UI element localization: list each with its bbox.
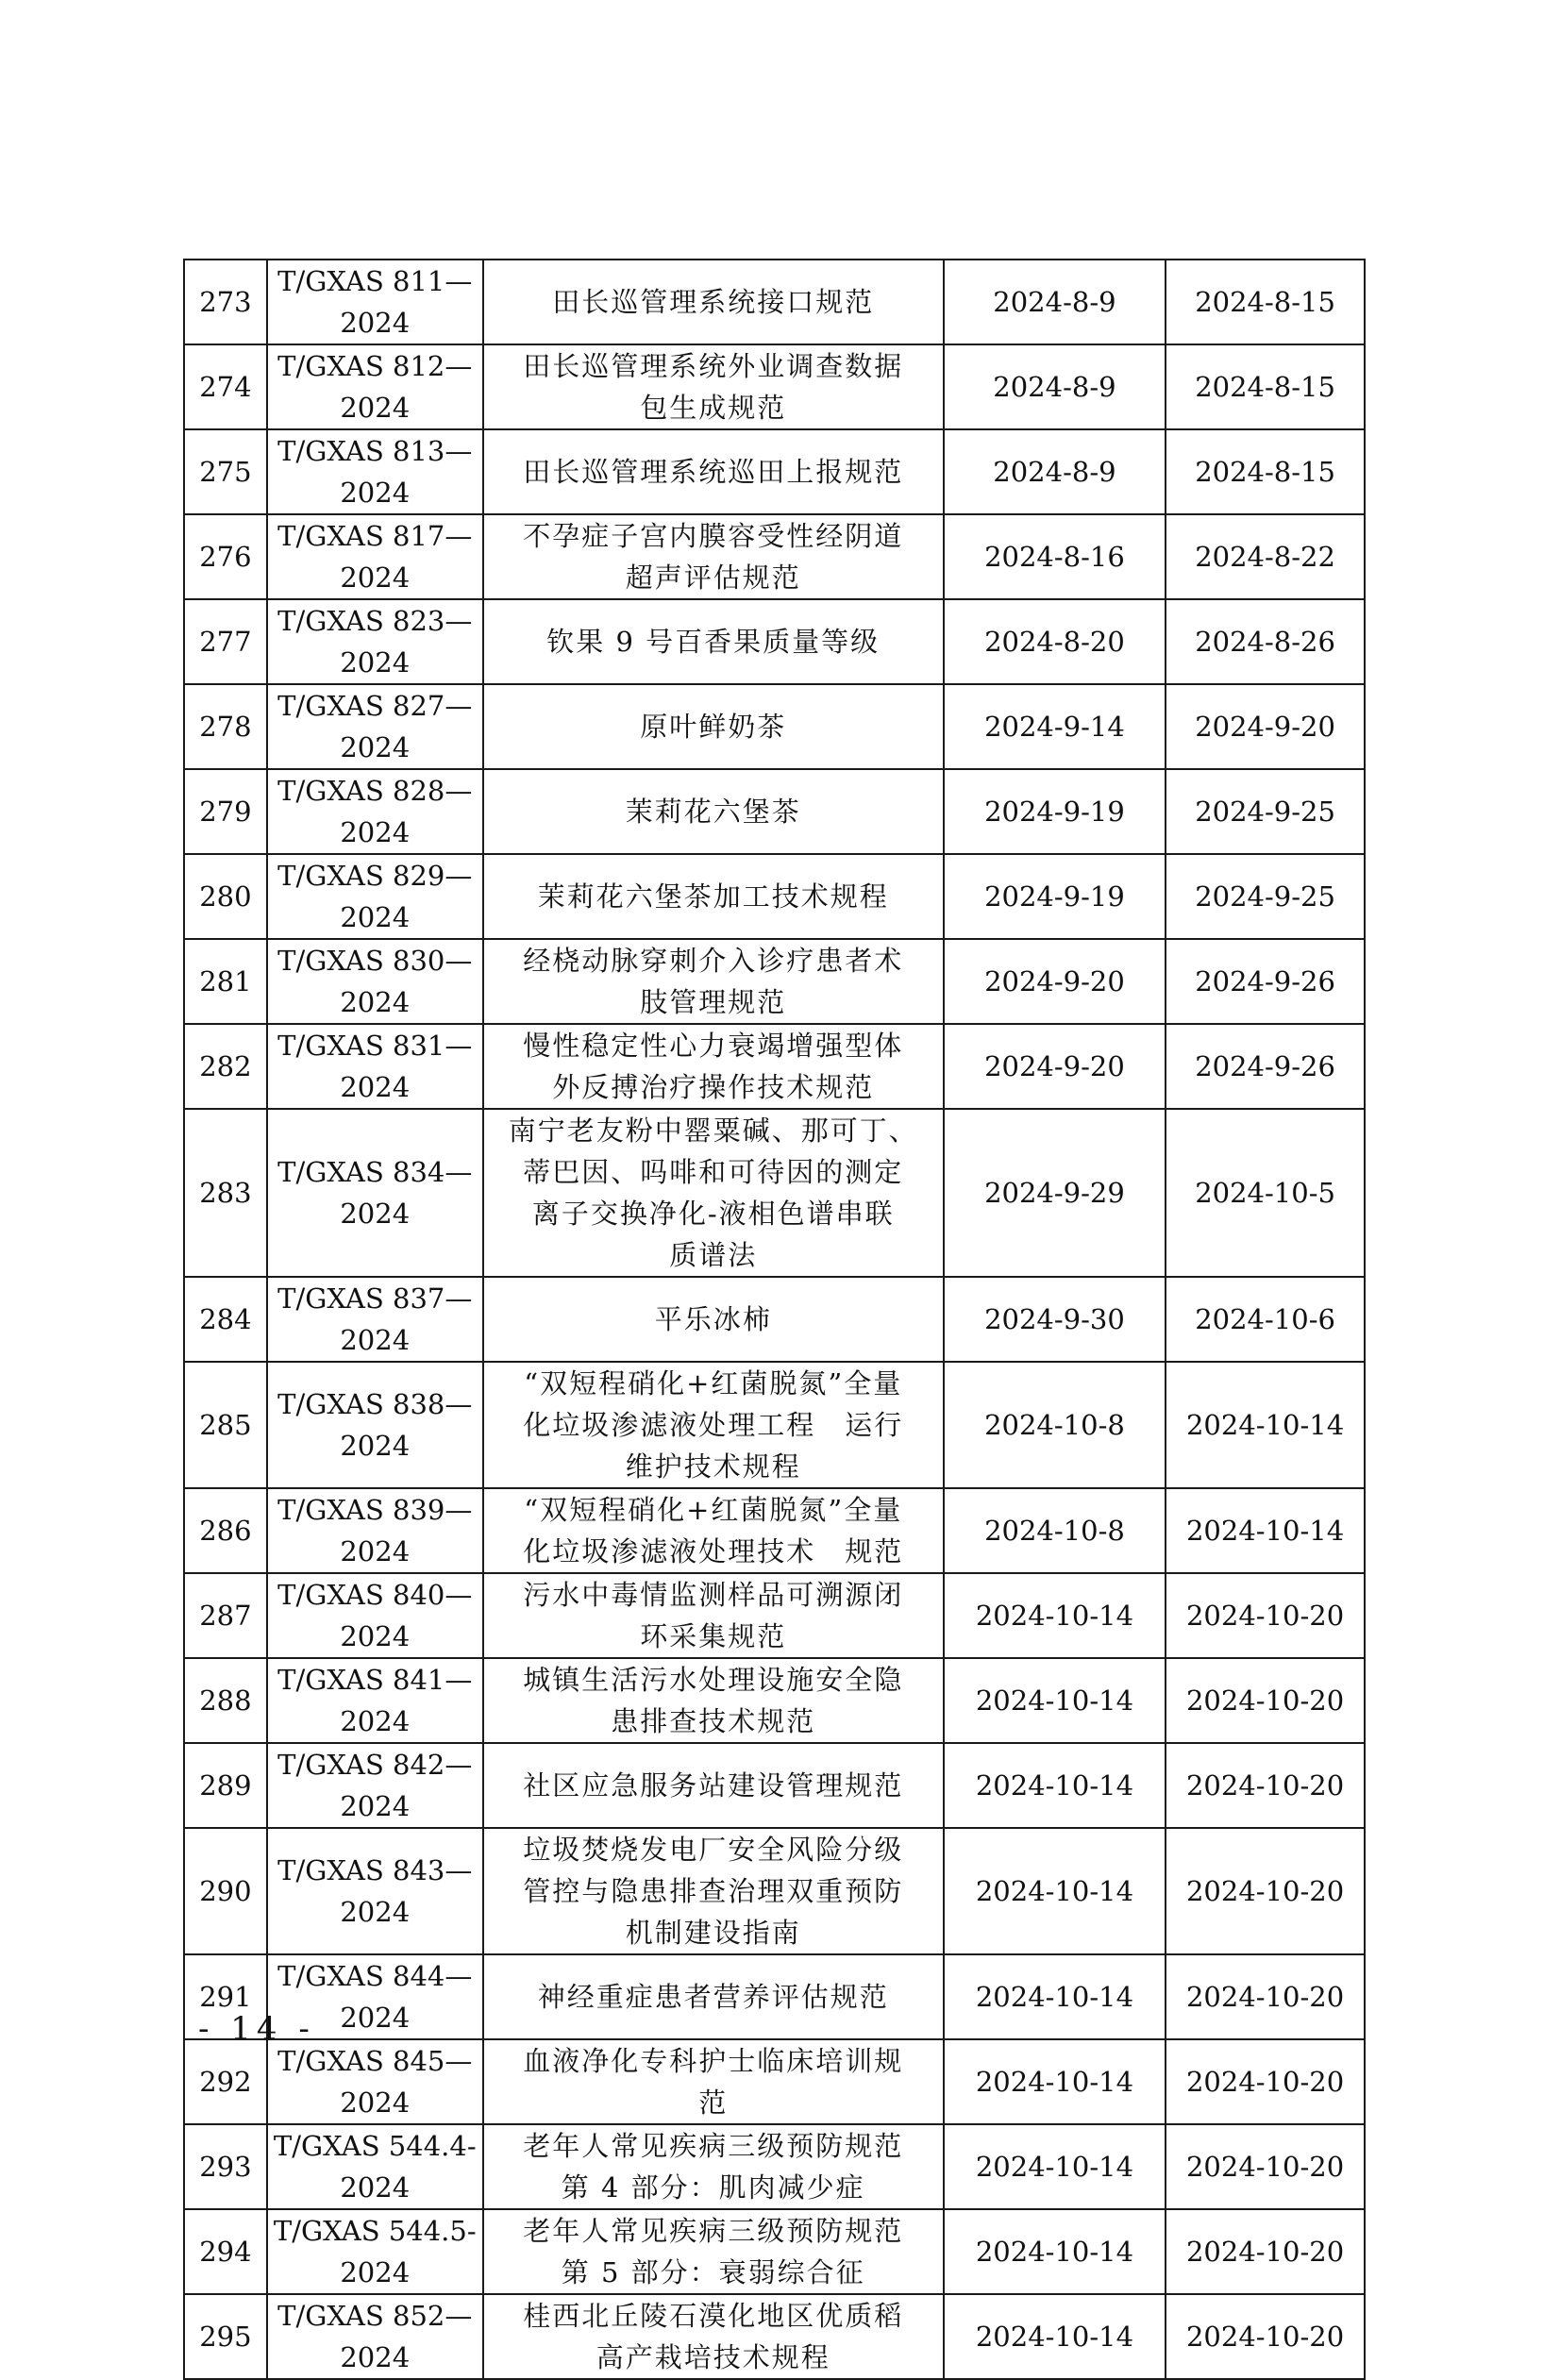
standard-code: T/GXAS 817—2024	[267, 514, 483, 599]
standard-title	[483, 1954, 944, 2039]
standard-title	[483, 429, 944, 514]
publish-date: 2024-10-14	[944, 2294, 1166, 2379]
title-line: 田长巡管理系统接口规范	[552, 286, 875, 318]
row-number: 277	[184, 599, 267, 684]
implement-date: 2024-8-15	[1166, 429, 1365, 514]
standard-code: T/GXAS 844—2024	[267, 1954, 483, 2039]
standard-code: T/GXAS 813—2024	[267, 429, 483, 514]
standard-title	[483, 599, 944, 684]
standard-title	[483, 1573, 944, 1658]
title-line: 神经重症患者营养评估规范	[537, 1981, 889, 2013]
table-row	[184, 1658, 1365, 1743]
title-line: 田长巡管理系统外业调查数据	[523, 350, 904, 382]
title-line: 化垃圾渗滤液处理工程 运行	[523, 1409, 904, 1441]
standard-code: T/GXAS 830—2024	[267, 939, 483, 1024]
standard-code: T/GXAS 837—2024	[267, 1277, 483, 1362]
row-number: 294	[184, 2209, 267, 2294]
standard-code: T/GXAS 823—2024	[267, 599, 483, 684]
title-line: 高产栽培技术规程	[595, 2341, 830, 2373]
standard-title	[483, 1362, 944, 1488]
publish-date: 2024-10-14	[944, 1658, 1166, 1743]
standards-table	[183, 259, 1366, 2380]
title-line: 质谱法	[669, 1239, 758, 1271]
title-line: 超声评估规范	[625, 561, 801, 594]
title-line: 经桡动脉穿刺介入诊疗患者术	[523, 945, 904, 977]
implement-date: 2024-10-20	[1166, 2294, 1365, 2379]
publish-date: 2024-9-14	[944, 684, 1166, 769]
implement-date: 2024-10-14	[1166, 1488, 1365, 1573]
row-number: 295	[184, 2294, 267, 2379]
table-row	[184, 1488, 1365, 1573]
title-line: 田长巡管理系统巡田上报规范	[523, 456, 904, 488]
publish-date: 2024-10-14	[944, 2209, 1166, 2294]
publish-date: 2024-8-9	[944, 260, 1166, 344]
title-line: 钦果 9 号百香果质量等级	[546, 626, 881, 658]
table-row	[184, 2209, 1365, 2294]
implement-date: 2024-10-20	[1166, 1954, 1365, 2039]
row-number: 287	[184, 1573, 267, 1658]
table-row	[184, 939, 1365, 1024]
title-line: 化垃圾渗滤液处理技术 规范	[523, 1535, 904, 1567]
standard-title	[483, 2294, 944, 2379]
implement-date: 2024-10-20	[1166, 2209, 1365, 2294]
standard-code: T/GXAS 831—2024	[267, 1024, 483, 1109]
title-line: 肢管理规范	[640, 986, 787, 1018]
standard-title	[483, 1488, 944, 1573]
row-number: 293	[184, 2124, 267, 2209]
row-number: 276	[184, 514, 267, 599]
standard-code: T/GXAS 852—2024	[267, 2294, 483, 2379]
standard-title	[483, 2124, 944, 2209]
title-line: “双短程硝化+红菌脱氮”全量	[524, 1367, 903, 1400]
publish-date: 2024-10-14	[944, 2124, 1166, 2209]
row-number: 278	[184, 684, 267, 769]
row-number: 286	[184, 1488, 267, 1573]
standard-title	[483, 769, 944, 854]
row-number: 281	[184, 939, 267, 1024]
row-number: 289	[184, 1743, 267, 1828]
row-number: 273	[184, 260, 267, 344]
implement-date: 2024-8-26	[1166, 599, 1365, 684]
title-line: 茉莉花六堡茶加工技术规程	[537, 880, 889, 913]
title-line: 城镇生活污水处理设施安全隐	[523, 1664, 904, 1696]
title-line: 老年人常见疾病三级预防规范	[523, 2215, 904, 2247]
standard-title	[483, 1828, 944, 1954]
standard-title	[483, 344, 944, 429]
title-line: 社区应急服务站建设管理规范	[523, 1769, 904, 1802]
standard-title	[483, 1743, 944, 1828]
table-row	[184, 854, 1365, 939]
publish-date: 2024-10-8	[944, 1362, 1166, 1488]
implement-date: 2024-9-26	[1166, 939, 1365, 1024]
standard-code: T/GXAS 827—2024	[267, 684, 483, 769]
standard-title	[483, 854, 944, 939]
standard-title	[483, 684, 944, 769]
implement-date: 2024-8-15	[1166, 344, 1365, 429]
title-line: 血液净化专科护士临床培训规	[523, 2045, 904, 2077]
publish-date: 2024-10-8	[944, 1488, 1166, 1573]
standard-code: T/GXAS 838—2024	[267, 1362, 483, 1488]
implement-date: 2024-10-20	[1166, 1573, 1365, 1658]
publish-date: 2024-10-14	[944, 2039, 1166, 2124]
publish-date: 2024-9-20	[944, 1024, 1166, 1109]
row-number: 282	[184, 1024, 267, 1109]
standard-code: T/GXAS 842—2024	[267, 1743, 483, 1828]
title-line: 平乐冰柿	[654, 1303, 772, 1335]
row-number: 279	[184, 769, 267, 854]
standard-title	[483, 514, 944, 599]
row-number: 274	[184, 344, 267, 429]
publish-date: 2024-9-19	[944, 769, 1166, 854]
implement-date: 2024-10-5	[1166, 1109, 1365, 1277]
title-line: 垃圾焚烧发电厂安全风险分级	[523, 1834, 904, 1866]
standard-code: T/GXAS 829—2024	[267, 854, 483, 939]
table-body	[184, 260, 1365, 2379]
publish-date: 2024-9-30	[944, 1277, 1166, 1362]
publish-date: 2024-10-14	[944, 1743, 1166, 1828]
standard-code: T/GXAS 834—2024	[267, 1109, 483, 1277]
standard-title	[483, 1658, 944, 1743]
title-line: 第 5 部分：衰弱综合征	[561, 2256, 865, 2288]
table-row	[184, 514, 1365, 599]
table-row	[184, 2124, 1365, 2209]
standard-code: T/GXAS 812—2024	[267, 344, 483, 429]
row-number: 292	[184, 2039, 267, 2124]
publish-date: 2024-8-9	[944, 429, 1166, 514]
table-row	[184, 1954, 1365, 2039]
title-line: 维护技术规程	[625, 1450, 801, 1483]
title-line: 包生成规范	[640, 392, 787, 424]
standard-code: T/GXAS 841—2024	[267, 1658, 483, 1743]
standard-title	[483, 2039, 944, 2124]
row-number: 280	[184, 854, 267, 939]
title-line: 蒂巴因、吗啡和可待因的测定	[523, 1156, 904, 1188]
row-number: 284	[184, 1277, 267, 1362]
implement-date: 2024-9-20	[1166, 684, 1365, 769]
standard-title	[483, 1277, 944, 1362]
table-row	[184, 1109, 1365, 1277]
publish-date: 2024-10-14	[944, 1954, 1166, 2039]
standard-code: T/GXAS 840—2024	[267, 1573, 483, 1658]
table-row	[184, 2294, 1365, 2379]
page-number: - 14 -	[198, 2010, 315, 2048]
row-number: 290	[184, 1828, 267, 1954]
title-line: 污水中毒情监测样品可溯源闭	[523, 1579, 904, 1611]
title-line: “双短程硝化+红菌脱氮”全量	[524, 1494, 903, 1526]
implement-date: 2024-10-20	[1166, 1743, 1365, 1828]
table-row	[184, 1573, 1365, 1658]
publish-date: 2024-9-19	[944, 854, 1166, 939]
row-number: 283	[184, 1109, 267, 1277]
publish-date: 2024-8-16	[944, 514, 1166, 599]
standard-code: T/GXAS 544.4-2024	[267, 2124, 483, 2209]
standard-code: T/GXAS 839—2024	[267, 1488, 483, 1573]
standard-title	[483, 1109, 944, 1277]
table-row	[184, 1362, 1365, 1488]
row-number: 285	[184, 1362, 267, 1488]
standard-title	[483, 1024, 944, 1109]
standard-title	[483, 2209, 944, 2294]
title-line: 管控与隐患排查治理双重预防	[523, 1875, 904, 1907]
title-line: 环采集规范	[640, 1620, 787, 1652]
title-line: 原叶鲜奶茶	[640, 711, 787, 743]
table-row	[184, 1024, 1365, 1109]
publish-date: 2024-8-20	[944, 599, 1166, 684]
implement-date: 2024-10-20	[1166, 1658, 1365, 1743]
publish-date: 2024-8-9	[944, 344, 1166, 429]
implement-date: 2024-9-26	[1166, 1024, 1365, 1109]
implement-date: 2024-8-22	[1166, 514, 1365, 599]
table-row	[184, 1277, 1365, 1362]
standard-title	[483, 939, 944, 1024]
title-line: 第 4 部分：肌肉减少症	[561, 2171, 865, 2204]
standard-code: T/GXAS 828—2024	[267, 769, 483, 854]
title-line: 茉莉花六堡茶	[625, 796, 801, 828]
title-line: 老年人常见疾病三级预防规范	[523, 2130, 904, 2162]
row-number: 291	[184, 1954, 267, 2039]
title-line: 不孕症子宫内膜容受性经阴道	[523, 520, 904, 552]
table-row	[184, 769, 1365, 854]
table-row	[184, 599, 1365, 684]
standard-code: T/GXAS 811—2024	[267, 260, 483, 344]
standard-code: T/GXAS 843—2024	[267, 1828, 483, 1954]
row-number: 275	[184, 429, 267, 514]
title-line: 南宁老友粉中罂粟碱、那可丁、	[508, 1115, 918, 1147]
standard-title	[483, 260, 944, 344]
title-line: 桂西北丘陵石漠化地区优质稻	[523, 2300, 904, 2332]
implement-date: 2024-9-25	[1166, 854, 1365, 939]
standard-code: T/GXAS 544.5-2024	[267, 2209, 483, 2294]
title-line: 范	[698, 2087, 729, 2119]
publish-date: 2024-9-29	[944, 1109, 1166, 1277]
implement-date: 2024-10-20	[1166, 2124, 1365, 2209]
table-row	[184, 684, 1365, 769]
title-line: 机制建设指南	[625, 1917, 801, 1949]
table-row	[184, 429, 1365, 514]
implement-date: 2024-10-6	[1166, 1277, 1365, 1362]
implement-date: 2024-10-20	[1166, 1828, 1365, 1954]
row-number: 288	[184, 1658, 267, 1743]
standard-code: T/GXAS 845—2024	[267, 2039, 483, 2124]
title-line: 慢性稳定性心力衰竭增强型体	[523, 1030, 904, 1062]
table-row	[184, 2039, 1365, 2124]
publish-date: 2024-9-20	[944, 939, 1166, 1024]
implement-date: 2024-10-14	[1166, 1362, 1365, 1488]
table-row	[184, 1828, 1365, 1954]
table-row	[184, 260, 1365, 344]
publish-date: 2024-10-14	[944, 1828, 1166, 1954]
title-line: 患排查技术规范	[611, 1705, 816, 1737]
table-row	[184, 1743, 1365, 1828]
implement-date: 2024-10-20	[1166, 2039, 1365, 2124]
publish-date: 2024-10-14	[944, 1573, 1166, 1658]
title-line: 离子交换净化-液相色谱串联	[531, 1198, 895, 1230]
table-row	[184, 344, 1365, 429]
implement-date: 2024-8-15	[1166, 260, 1365, 344]
title-line: 外反搏治疗操作技术规范	[552, 1071, 875, 1103]
implement-date: 2024-9-25	[1166, 769, 1365, 854]
